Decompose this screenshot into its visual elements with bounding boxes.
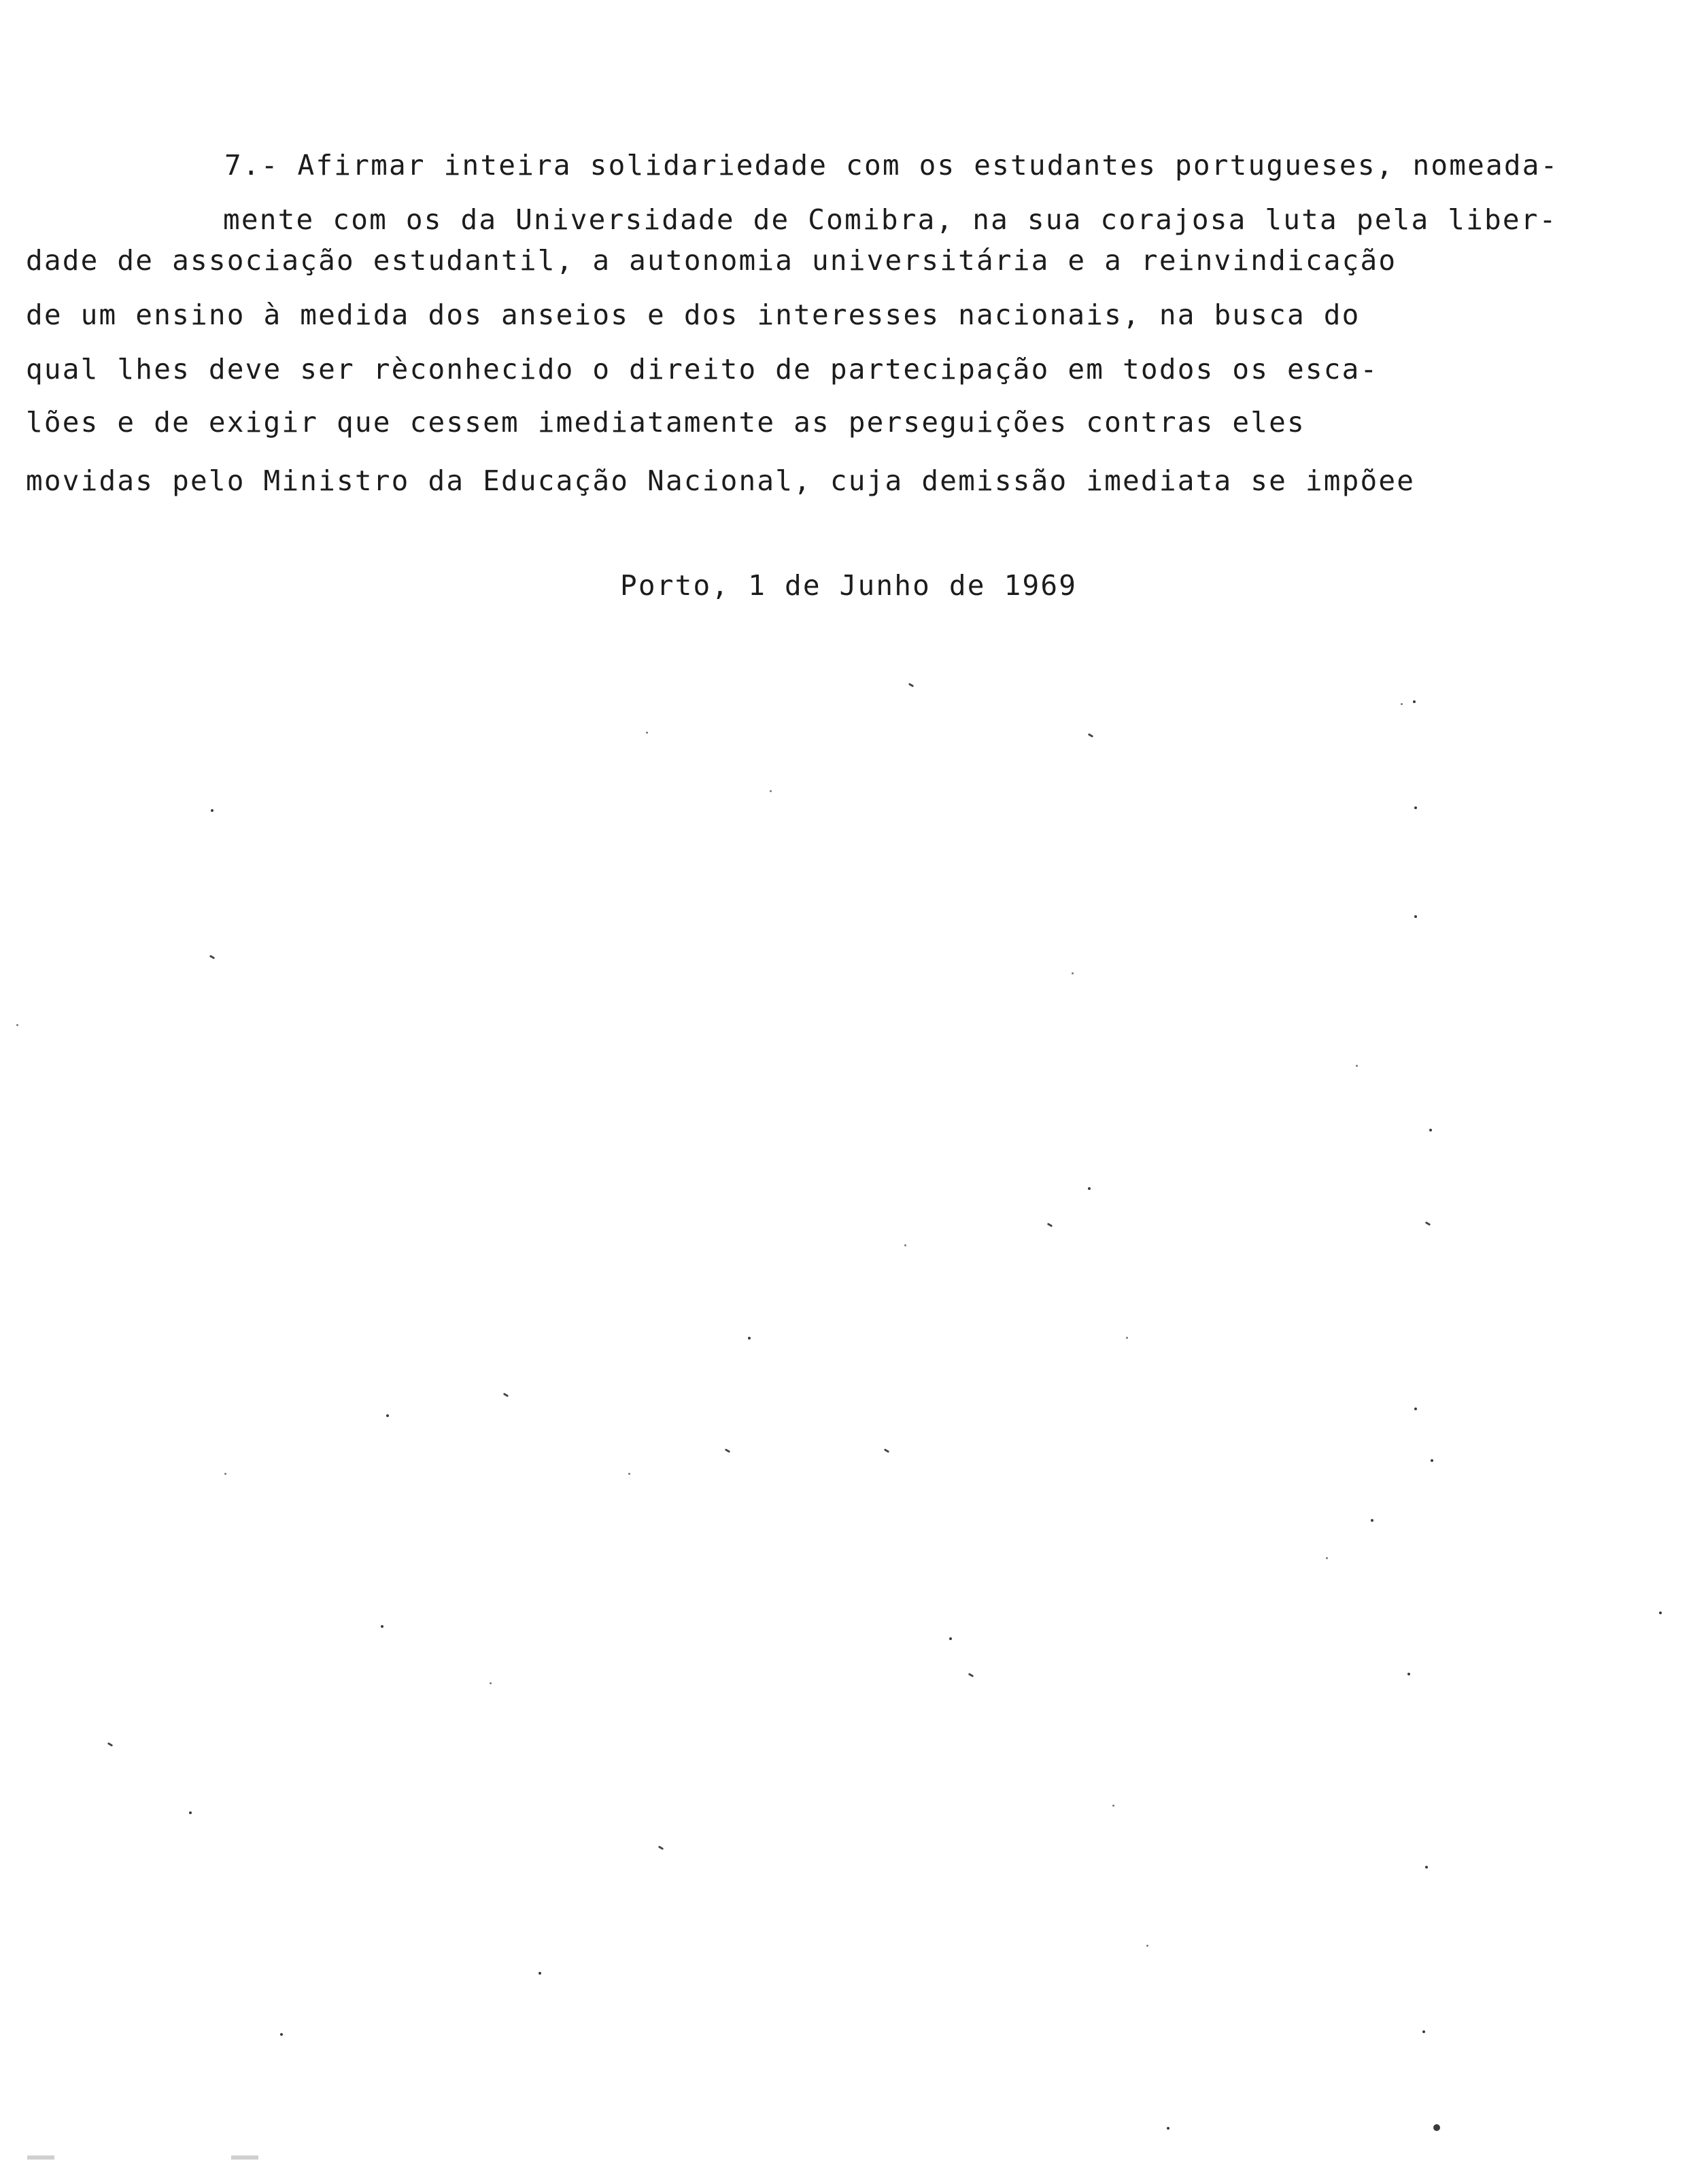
paragraph-line: qual lhes deve ser rèconhecido o direito de partecipação em todos os esca- (26, 353, 1379, 386)
paragraph-line: 7.- Afirmar inteira solidariedade com os estudantes portugueses, nomeada- (224, 149, 1559, 182)
paragraph-line: movidas pelo Ministro da Educação Nacional, cuja demissão imediata se impõee (26, 464, 1416, 497)
bottom-edge-mark (27, 2155, 354, 2160)
paragraph-line: dade de associação estudantil, a autonomia universitária e a reinvindicação (26, 244, 1397, 277)
paragraph-line: lões e de exigir que cessem imediatamente as perseguições contras eles (26, 406, 1305, 439)
paragraph-line: mente com os da Universidade de Comibra, na sua corajosa luta pela liber- (223, 203, 1558, 236)
date-line: Porto, 1 de Junho de 1969 (620, 569, 1078, 602)
paragraph-line: de um ensino à medida dos anseios e dos interesses nacionais, na busca do (26, 299, 1361, 331)
